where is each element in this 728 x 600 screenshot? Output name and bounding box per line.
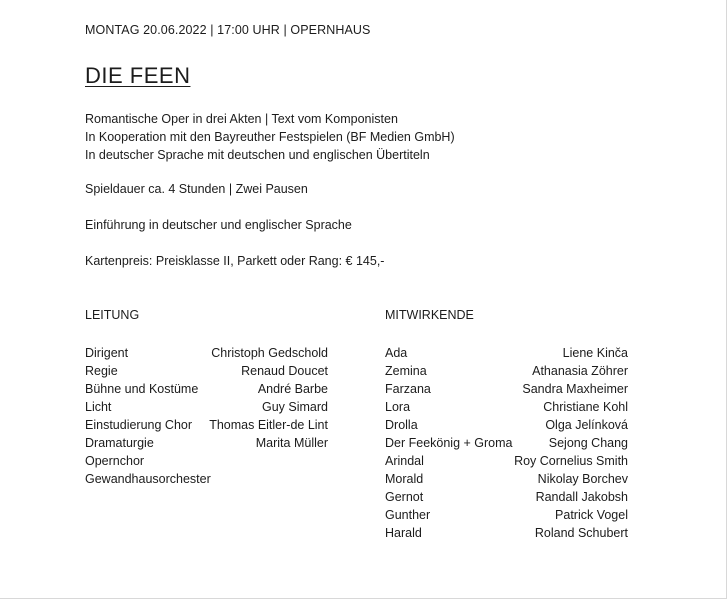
credit-role: Zemina xyxy=(385,364,427,378)
credit-row xyxy=(85,344,328,362)
credit-role: Harald xyxy=(385,526,422,540)
credit-name: Thomas Eitler-de Lint xyxy=(209,418,328,432)
credit-name: Sejong Chang xyxy=(548,436,628,450)
description-line: Romantische Oper in drei Akten | Text vom Komponisten xyxy=(85,112,398,126)
credit-name: André Barbe xyxy=(257,382,328,396)
credit-role: Licht xyxy=(85,400,112,414)
credit-name: Marita Müller xyxy=(255,436,328,450)
credit-name: Liene Kinča xyxy=(562,346,628,360)
credit-name: Christoph Gedschold xyxy=(211,346,328,360)
credit-name: Randall Jakobsh xyxy=(535,490,628,504)
leitung-heading: LEITUNG xyxy=(85,308,140,322)
credit-row xyxy=(385,470,628,488)
credit-role: Lora xyxy=(385,400,411,414)
credit-row xyxy=(385,398,628,416)
credit-role: Morald xyxy=(385,472,424,486)
credit-name: Roy Cornelius Smith xyxy=(514,454,628,468)
credit-row xyxy=(385,434,628,452)
credit-name: Athanasia Zöhrer xyxy=(532,364,628,378)
credit-name: Guy Simard xyxy=(262,400,328,414)
introduction-text: Einführung in deutscher und englischer Sprache xyxy=(85,218,352,232)
description-line: In deutscher Sprache mit deutschen und englischen Übertiteln xyxy=(85,148,430,162)
credit-role: Gernot xyxy=(385,490,424,504)
credit-role: Arindal xyxy=(385,454,424,468)
credit-row xyxy=(85,434,328,452)
credit-role: Regie xyxy=(85,364,118,378)
credit-row xyxy=(385,452,628,470)
credit-row xyxy=(85,380,328,398)
credit-name: Christiane Kohl xyxy=(543,400,628,414)
leitung-list xyxy=(85,344,328,488)
duration-text: Spieldauer ca. 4 Stunden | Zwei Pausen xyxy=(85,182,308,196)
mitwirkende-heading: MITWIRKENDE xyxy=(385,308,474,322)
credit-role: Ada xyxy=(385,346,408,360)
credit-row xyxy=(385,362,628,380)
credit-row xyxy=(385,524,628,542)
price-text: Kartenpreis: Preisklasse II, Parkett oder Rang: € 145,- xyxy=(85,254,385,268)
credit-row xyxy=(385,488,628,506)
credit-role: Opernchor xyxy=(85,454,145,468)
credit-role: Drolla xyxy=(385,418,418,432)
credit-row xyxy=(85,416,328,434)
mitwirkende-list xyxy=(385,344,628,542)
credit-row xyxy=(385,506,628,524)
credit-role: Gunther xyxy=(385,508,431,522)
credit-name: Renaud Doucet xyxy=(241,364,328,378)
credit-role: Einstudierung Chor xyxy=(85,418,193,432)
credit-row xyxy=(385,416,628,434)
credit-role: Farzana xyxy=(385,382,431,396)
credit-row xyxy=(85,398,328,416)
credit-role: Dramaturgie xyxy=(85,436,154,450)
page-title: DIE FEEN xyxy=(85,63,191,88)
description-block xyxy=(85,110,455,164)
credit-name: Patrick Vogel xyxy=(555,508,628,522)
credit-row xyxy=(85,452,328,470)
credit-row xyxy=(385,344,628,362)
credit-role: Dirigent xyxy=(85,346,129,360)
credit-name: Nikolay Borchev xyxy=(537,472,628,486)
credit-row xyxy=(385,380,628,398)
credit-name: Roland Schubert xyxy=(534,526,628,540)
credit-name: Olga Jelínková xyxy=(545,418,628,432)
credit-role: Gewandhausorchester xyxy=(85,472,211,486)
event-meta: MONTAG 20.06.2022 | 17:00 UHR | OPERNHAUS xyxy=(85,23,371,37)
credit-role: Der Feekönig + Groma xyxy=(385,436,513,450)
credit-name: Sandra Maxheimer xyxy=(522,382,628,396)
description-line: In Kooperation mit den Bayreuther Festspielen (BF Medien GmbH) xyxy=(85,130,455,144)
credit-role: Bühne und Kostüme xyxy=(85,382,199,396)
credit-row xyxy=(85,362,328,380)
credit-row xyxy=(85,470,328,488)
